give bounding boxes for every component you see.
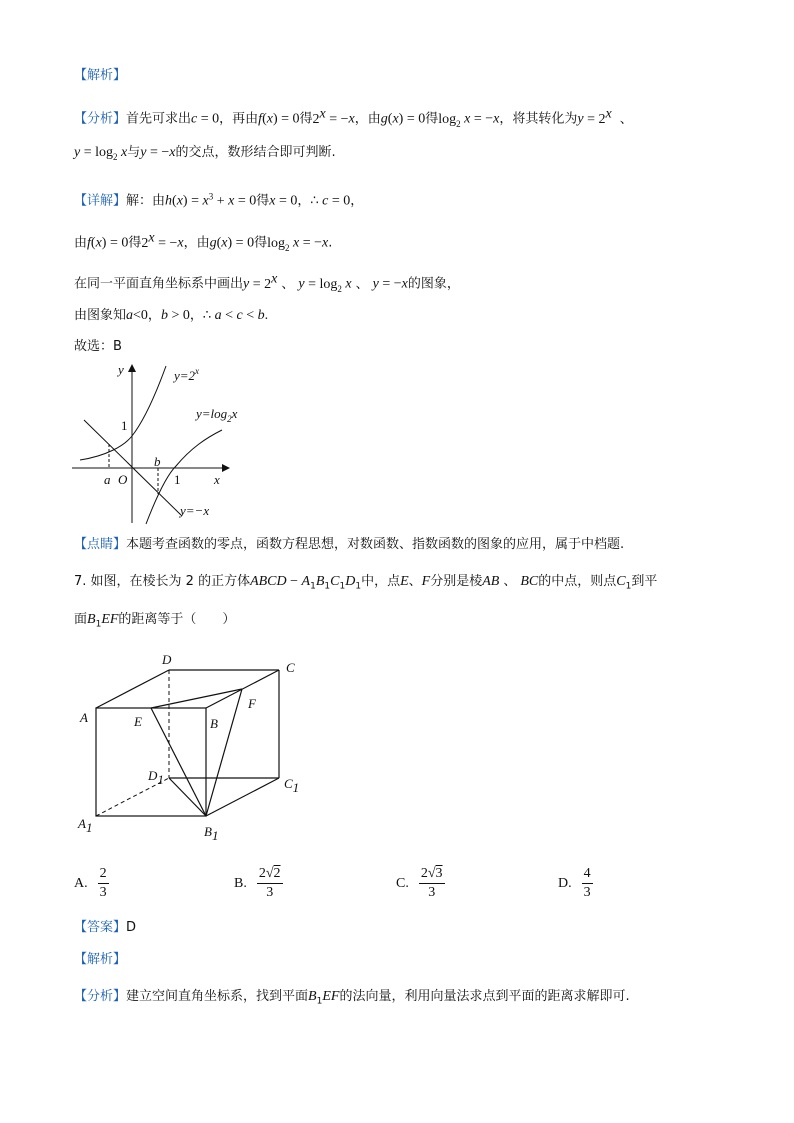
math-f-x-eq-0: f — [258, 111, 263, 127]
math-g-x-eq-0: g — [380, 111, 388, 127]
y-axis-label: y — [118, 362, 124, 377]
segment-d1b1 — [169, 778, 206, 816]
segment-ef — [151, 689, 242, 708]
segment-b1e — [151, 708, 206, 816]
analysis-label-2: 【解析】 — [74, 952, 127, 967]
analysis-line-3: 【分析】建立空间直角坐标系，找到平面$B_1EF$的法向量，利用向量法求点到平面的距离求解即可. — [74, 989, 630, 1007]
answer-line: 【答案】D — [74, 920, 137, 935]
detail-line-1: 【详解】解：由$h(x) = x^3 + x = 0$得x = 0，∴ c = 0， — [74, 191, 364, 209]
label-A: A — [80, 710, 88, 725]
label-B: B — [210, 716, 218, 731]
math-y-eq-negx: y — [140, 145, 147, 160]
question-7-line-2: 面$B_1EF$的距离等于（ ） — [74, 612, 236, 630]
option-d[interactable]: D. $\frac{4}{3}$ — [558, 866, 591, 900]
log-curve-label: $y=\log_2x$ — [196, 406, 238, 424]
option-c[interactable]: C. $\frac{2√3}{3}$ — [396, 866, 443, 900]
label-B1: B1 — [204, 824, 219, 843]
detail-line-3: 在同一平面直角坐标系中画出$y = 2^x$ 、 $y = \log_2 x$ 、 y = −x的图象， — [74, 271, 460, 294]
option-b[interactable]: B. $\frac{2√2}{3}$ — [234, 866, 281, 900]
label-D: D — [162, 652, 172, 667]
analysis-label: 【解析】 — [74, 68, 127, 83]
math-y-eq-log2x: y — [74, 145, 81, 160]
option-a[interactable]: A. $\frac{2}{3}$ — [74, 866, 107, 900]
segment-b1f — [206, 689, 242, 816]
one-y-label: 1 — [121, 418, 128, 433]
label-D1: D1 — [148, 768, 164, 787]
math-cube-name: ABCD — [250, 574, 287, 589]
analysis-tag-2: 【分析】 — [74, 989, 127, 1004]
neg-x-label: y=−x — [180, 503, 210, 518]
detail-line-2: 由f(x) = 0得$2^x = -x$，由g(x) = 0得$\log_2 x = -x$. — [74, 230, 333, 253]
one-x-label: 1 — [174, 472, 181, 487]
function-graph — [66, 358, 246, 528]
label-A1: A1 — [78, 816, 93, 835]
math-log2x-eq-negx: $\log_2$ — [438, 111, 461, 129]
exp-curve — [80, 366, 166, 460]
math-2x-eq-negx: $2^x$ = − — [312, 106, 349, 127]
math-y-eq-2x: y — [577, 111, 584, 127]
analysis-tag: 【分析】 — [74, 111, 127, 127]
b-label: b — [154, 454, 161, 469]
answer-select: 故选：B — [74, 339, 122, 354]
math-c-eq-0: c — [191, 111, 198, 127]
analysis-line-2: $y = \log_2 x$与y = −x的交点，数形结合即可判断. — [74, 145, 336, 162]
analysis-line-1: 【分析】首先可求出c = 0，再由f(x) = 0得$2^x = -x$，由g(x) = 0得$\log_2 x = -x$，将其转化为$y = 2^x$ 、 — [74, 106, 633, 129]
detail-line-4: 由图象知a<0，b > 0，∴ a < c < b. — [74, 308, 269, 323]
comment-tag: 【点睛】 — [74, 537, 127, 552]
label-F: F — [248, 696, 256, 711]
question-7-line-1: 7. 如图，在棱长为 2 的正方体ABCD − $A_1B_1C_1D_1$中，点E、F分别是棱AB 、 BC的中点，则点$C_1$到平 — [74, 574, 658, 592]
a-label: a — [104, 472, 111, 487]
detail-tag: 【详解】 — [74, 193, 127, 209]
exp-curve-label: $y=2^x$ — [174, 366, 200, 383]
label-E: E — [134, 714, 142, 729]
origin-label: O — [118, 472, 128, 487]
cube-figure — [74, 648, 314, 848]
x-axis-label: x — [214, 472, 220, 487]
answer-tag: 【答案】 — [74, 920, 127, 935]
comment-line: 【点睛】本题考查函数的零点，函数方程思想，对数函数、指数函数的图象的应用，属于中档题. — [74, 537, 625, 552]
math-h-x: h — [165, 193, 173, 209]
label-C: C — [286, 660, 295, 675]
label-C1: C1 — [284, 776, 300, 795]
